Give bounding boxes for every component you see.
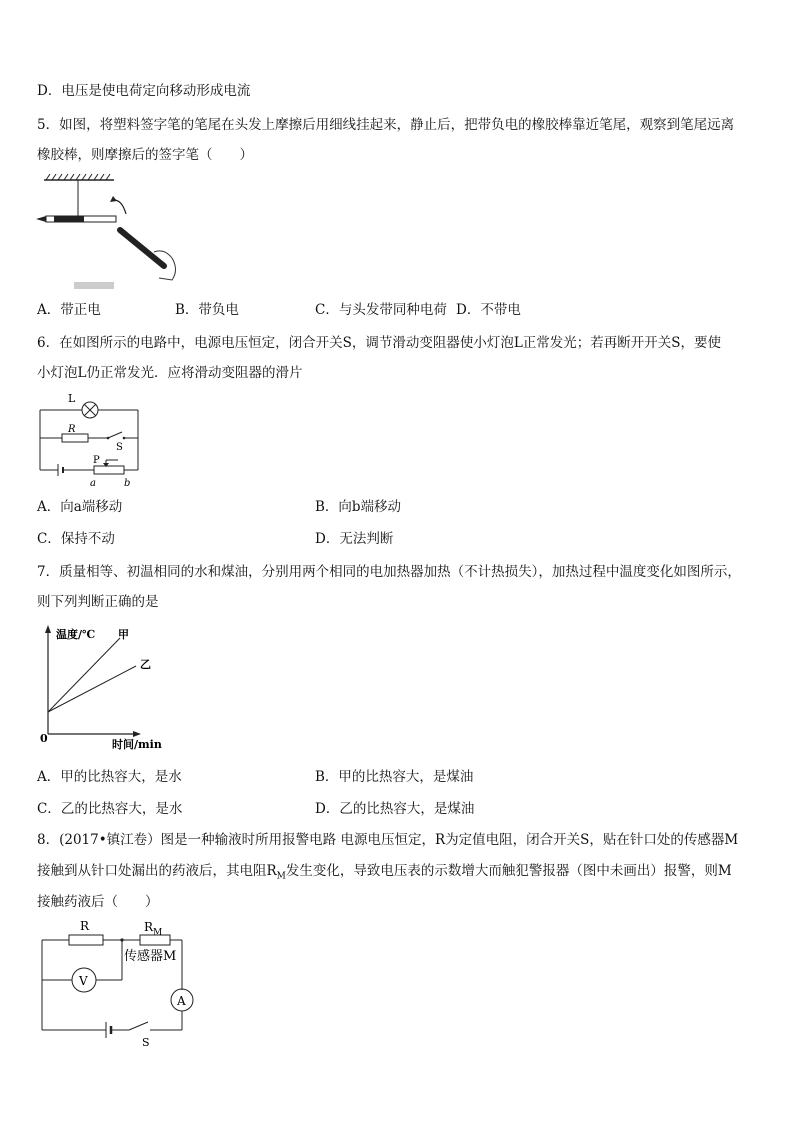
q8-text-part: 接触到从针口处漏出的药液后，其电阻R: [37, 863, 277, 879]
q7-option-c: C．乙的比热容大，是水: [37, 801, 183, 817]
line-yi-label: 乙: [140, 658, 151, 671]
question-6-stem-cont: 小灯泡L仍正常发光．应将滑动变阻器的滑片: [37, 365, 303, 381]
question-8-stem-cont2: 接触药液后（ ）: [37, 894, 159, 910]
question-5-stem-cont: 橡胶棒，则摩擦后的签字笔（ ）: [37, 147, 253, 163]
q6-option-a: A．向a端移动: [37, 499, 123, 515]
q8-subscript-m: M: [276, 871, 286, 882]
question-8-stem: 8．(2017•镇江卷）图是一种输液时所用报警电路 电源电压恒定，R为定值电阻，闭合开关S，贴在针口处的传感器M: [37, 832, 739, 848]
label-end-a: a: [90, 478, 96, 489]
label-end-b: b: [124, 478, 131, 489]
y-axis-label: 温度/℃: [56, 628, 96, 641]
line-jia-label: 甲: [118, 628, 129, 641]
question-8-stem-cont: [37, 862, 732, 886]
figure-circuit-8: [34, 918, 209, 1048]
q6-option-c: C．保持不动: [37, 531, 115, 547]
label-ammeter: A: [177, 994, 186, 1008]
label-resistor-R: R: [68, 424, 76, 435]
q6-option-d: D．无法判断: [315, 531, 394, 547]
q6-option-b: B．向b端移动: [315, 499, 402, 515]
q5-option-b: B．带负电: [175, 302, 239, 318]
q5-option-a: A．带正电: [37, 302, 101, 318]
question-6-stem: 6．在如图所示的电路中，电源电压恒定，闭合开关S，调节滑动变阻器使小灯泡L正常发光；若再断开开关S，要使: [37, 335, 722, 351]
q7-option-d: D．乙的比热容大，是煤油: [315, 801, 475, 817]
label-switch-S: S: [142, 1036, 150, 1048]
label-switch-S: S: [116, 442, 123, 453]
q5-option-d: D．不带电: [456, 302, 521, 318]
label-resistor-R: R: [80, 919, 90, 933]
label-lamp-L: L: [68, 392, 76, 405]
figure-pen-and-rod: [34, 170, 184, 290]
q7-option-a: A．甲的比热容大，是水: [37, 769, 182, 785]
sensor-r-main: R: [144, 920, 154, 934]
origin-label: 0: [40, 732, 48, 745]
q7-option-b: B．甲的比热容大，是煤油: [315, 769, 474, 785]
question-7-stem: 7．质量相等、初温相同的水和煤油，分别用两个相同的电加热器加热（不计热损失），加热过程中温度变化如图所示，: [37, 564, 741, 580]
option-d-previous: D．电压是使电荷定向移动形成电流: [37, 83, 251, 99]
figure-circuit-6: [34, 390, 154, 490]
label-sensor-text: 传感器M: [124, 949, 177, 964]
q8-text-rest: 发生变化，导致电压表的示数增大而触犯警报器（图中未画出）报警，则M: [285, 863, 732, 879]
question-7-stem-cont: 则下列判断正确的是: [37, 594, 159, 610]
label-voltmeter: V: [79, 974, 88, 988]
x-axis-label: 时间/min: [112, 738, 162, 751]
question-5-stem: 5．如图，将塑料签字笔的笔尾在头发上摩擦后用细线挂起来，静止后，把带负电的橡胶棒靠近笔尾，观察到笔尾远离: [37, 117, 735, 133]
sensor-r-subscript: M: [153, 928, 163, 938]
figure-temperature-graph: [36, 622, 176, 752]
label-slider-P: P: [93, 455, 100, 466]
q5-option-c: C．与头发带同种电荷: [315, 302, 447, 318]
